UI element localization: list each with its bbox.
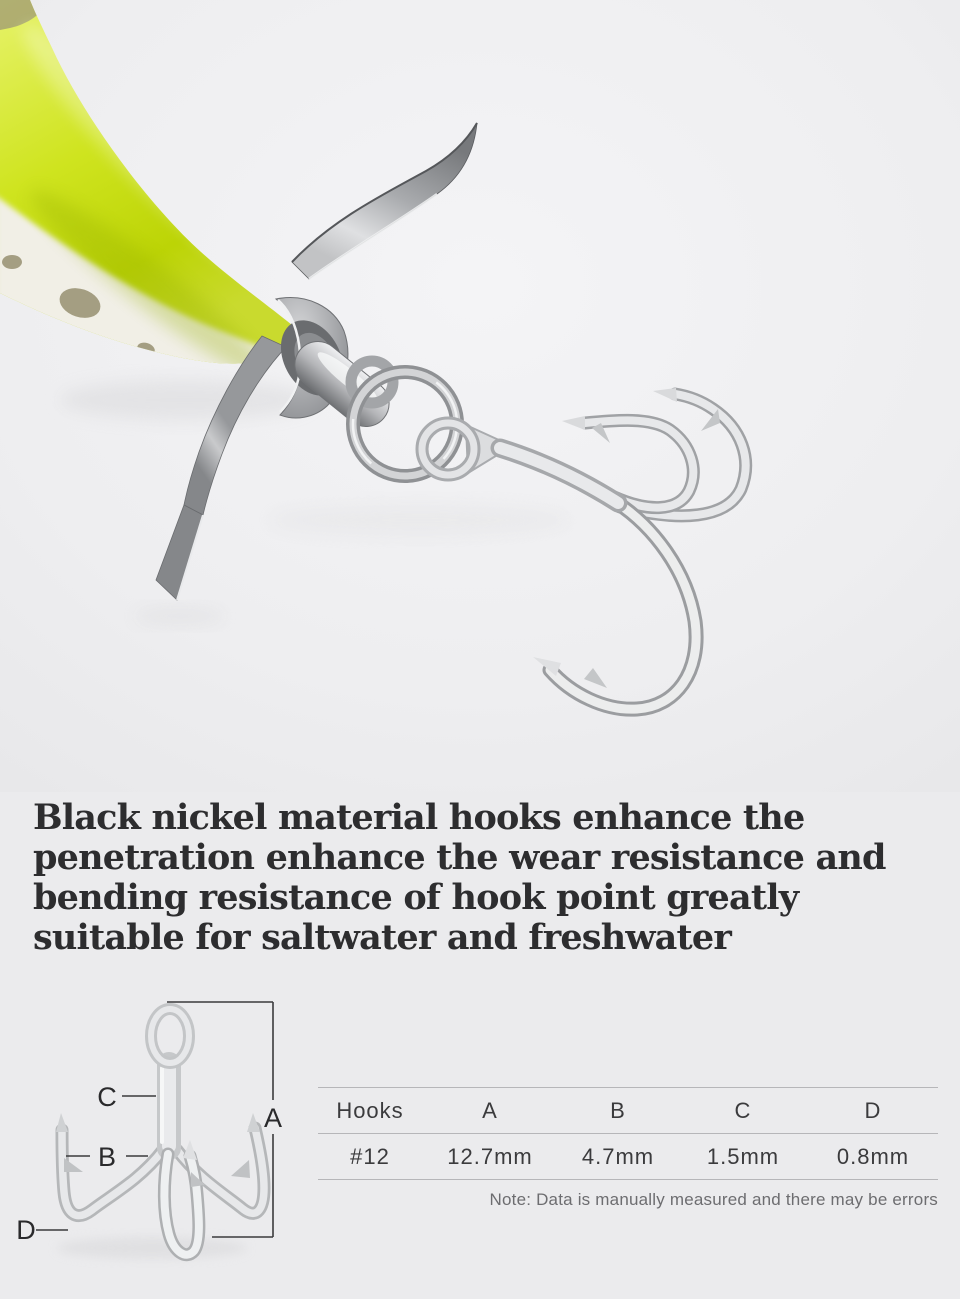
col-header-c: C — [734, 1097, 752, 1123]
cell-dim-a: 12.7mm — [447, 1143, 533, 1169]
col-header-hooks: Hooks — [336, 1097, 404, 1123]
hook-dimension-diagram — [0, 980, 330, 1299]
spec-table-header-row — [318, 1087, 938, 1134]
col-header-d: D — [864, 1097, 882, 1123]
headline-line-3: bending resistance of hook point greatly — [33, 877, 799, 918]
cell-dim-c: 1.5mm — [706, 1143, 780, 1169]
headline — [33, 798, 933, 958]
spec-table-data-row — [318, 1134, 938, 1180]
spec-table — [318, 1087, 938, 1210]
cell-hook-size: #12 — [350, 1143, 390, 1169]
headline-line-1: Black nickel material hooks enhance the — [33, 797, 805, 838]
dim-label-c: C — [97, 1082, 117, 1112]
col-header-a: A — [482, 1097, 498, 1123]
diagram-treble-hook — [56, 1009, 264, 1255]
diagram-shadow — [57, 1237, 247, 1259]
measurement-note: Note: Data is manually measured and there may be errors — [489, 1190, 938, 1209]
col-header-b: B — [610, 1097, 626, 1123]
cell-dim-b: 4.7mm — [581, 1143, 655, 1169]
headline-line-4: suitable for saltwater and freshwater — [33, 917, 732, 958]
cell-dim-d: 0.8mm — [836, 1143, 910, 1169]
dim-label-a: A — [263, 1103, 283, 1133]
headline-line-2: penetration enhance the wear resistance and — [33, 837, 886, 878]
dim-label-b: B — [97, 1142, 117, 1172]
dim-label-d: D — [16, 1215, 36, 1245]
